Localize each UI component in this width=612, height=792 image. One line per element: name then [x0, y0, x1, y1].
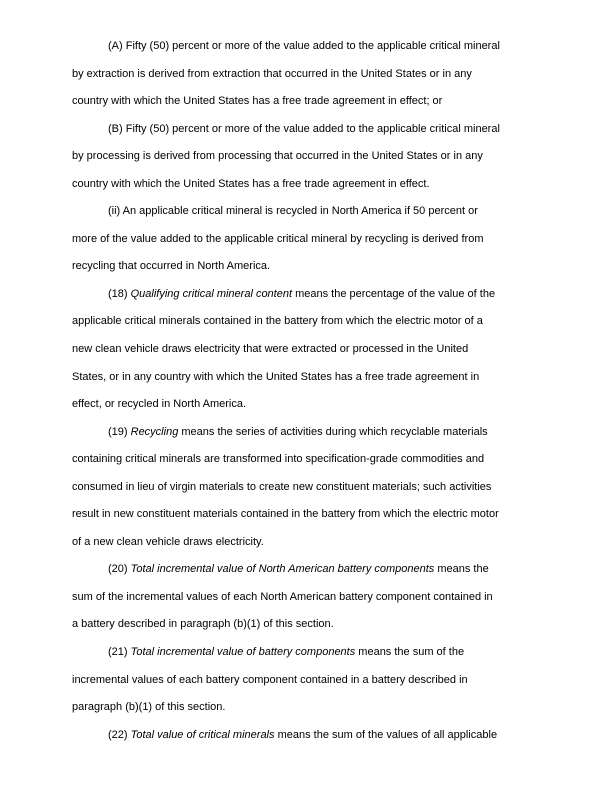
text-line	[72, 143, 548, 171]
document-body	[72, 33, 548, 749]
text-run: (B) Fifty (50) percent or more of the value added to the applicable critical mineral	[108, 122, 500, 135]
text-run: (18)	[108, 287, 131, 300]
text-line	[72, 474, 548, 502]
text-line	[72, 88, 548, 116]
text-run: means the	[434, 563, 489, 576]
text-line	[72, 529, 548, 557]
text-run: means the sum of the	[355, 646, 465, 659]
text-line	[72, 281, 548, 309]
text-line	[72, 722, 548, 750]
text-run: recycling that occurred in North America.	[72, 260, 271, 273]
text-run: result in new constituent materials contained in the battery from which the electric motor	[72, 508, 499, 521]
text-line	[72, 694, 548, 722]
text-run: containing critical minerals are transformed into specification-grade commodities and	[72, 453, 485, 466]
text-run: country with which the United States has a free trade agreement in effect.	[72, 177, 430, 190]
defined-term: Total value of critical minerals	[130, 728, 275, 741]
paragraph	[72, 33, 548, 116]
paragraph	[72, 198, 548, 281]
defined-term: Recycling	[130, 425, 179, 438]
text-run: sum of the incremental values of each North American battery component contained in	[72, 590, 493, 603]
text-run: (21)	[108, 646, 131, 659]
text-run: (A) Fifty (50) percent or more of the value added to the applicable critical mineral	[108, 40, 500, 52]
text-line	[72, 611, 548, 639]
text-line	[72, 556, 548, 584]
text-run: (22)	[108, 728, 131, 741]
paragraph	[72, 281, 548, 419]
text-run: a battery described in paragraph (b)(1) of this section.	[72, 618, 334, 631]
text-line	[72, 61, 548, 89]
text-run: incremental values of each battery component contained in a battery described in	[72, 673, 468, 686]
text-run: effect, or recycled in North America.	[72, 398, 247, 411]
text-line	[72, 198, 548, 226]
text-line	[72, 171, 548, 199]
text-run: paragraph (b)(1) of this section.	[72, 701, 226, 714]
defined-term: Total incremental value of battery components	[130, 646, 356, 659]
paragraph	[72, 116, 548, 199]
text-run: by processing is derived from processing that occurred in the United States or in any	[72, 150, 483, 163]
text-line	[72, 391, 548, 419]
text-line	[72, 639, 548, 667]
text-line	[72, 116, 548, 144]
text-run: means the percentage of the value of the	[292, 287, 496, 300]
text-line	[72, 419, 548, 447]
text-run: (20)	[108, 563, 131, 576]
text-line	[72, 336, 548, 364]
text-line	[72, 446, 548, 474]
text-run: consumed in lieu of virgin materials to create new constituent materials; such activities	[72, 480, 492, 493]
text-line	[72, 253, 548, 281]
paragraph	[72, 639, 548, 722]
paragraph	[72, 556, 548, 639]
text-run: country with which the United States has a free trade agreement in effect; or	[72, 95, 443, 108]
defined-term: Qualifying critical mineral content	[130, 287, 293, 300]
paragraph	[72, 419, 548, 557]
text-run: means the sum of the values of all applicable	[274, 728, 498, 741]
text-line	[72, 584, 548, 612]
text-line	[72, 667, 548, 695]
text-line	[72, 308, 548, 336]
defined-term: Total incremental value of North American battery components	[130, 563, 435, 576]
text-run: more of the value added to the applicable critical mineral by recycling is derived from	[72, 232, 484, 245]
text-line	[72, 501, 548, 529]
text-run: means the series of activities during which recyclable materials	[178, 425, 488, 438]
text-run: (19)	[108, 425, 131, 438]
text-run: by extraction is derived from extraction that occurred in the United States or in any	[72, 67, 472, 80]
text-line	[72, 364, 548, 392]
text-line	[72, 226, 548, 254]
text-run: applicable critical minerals contained in the battery from which the electric motor of a	[72, 315, 483, 328]
text-run: new clean vehicle draws electricity that were extracted or processed in the United	[72, 343, 469, 356]
text-line	[72, 33, 548, 61]
paragraph	[72, 722, 548, 750]
text-run: States, or in any country with which the United States has a free trade agreement in	[72, 370, 480, 383]
text-run: of a new clean vehicle draws electricity.	[72, 535, 264, 548]
text-run: (ii) An applicable critical mineral is recycled in North America if 50 percent or	[108, 205, 478, 218]
